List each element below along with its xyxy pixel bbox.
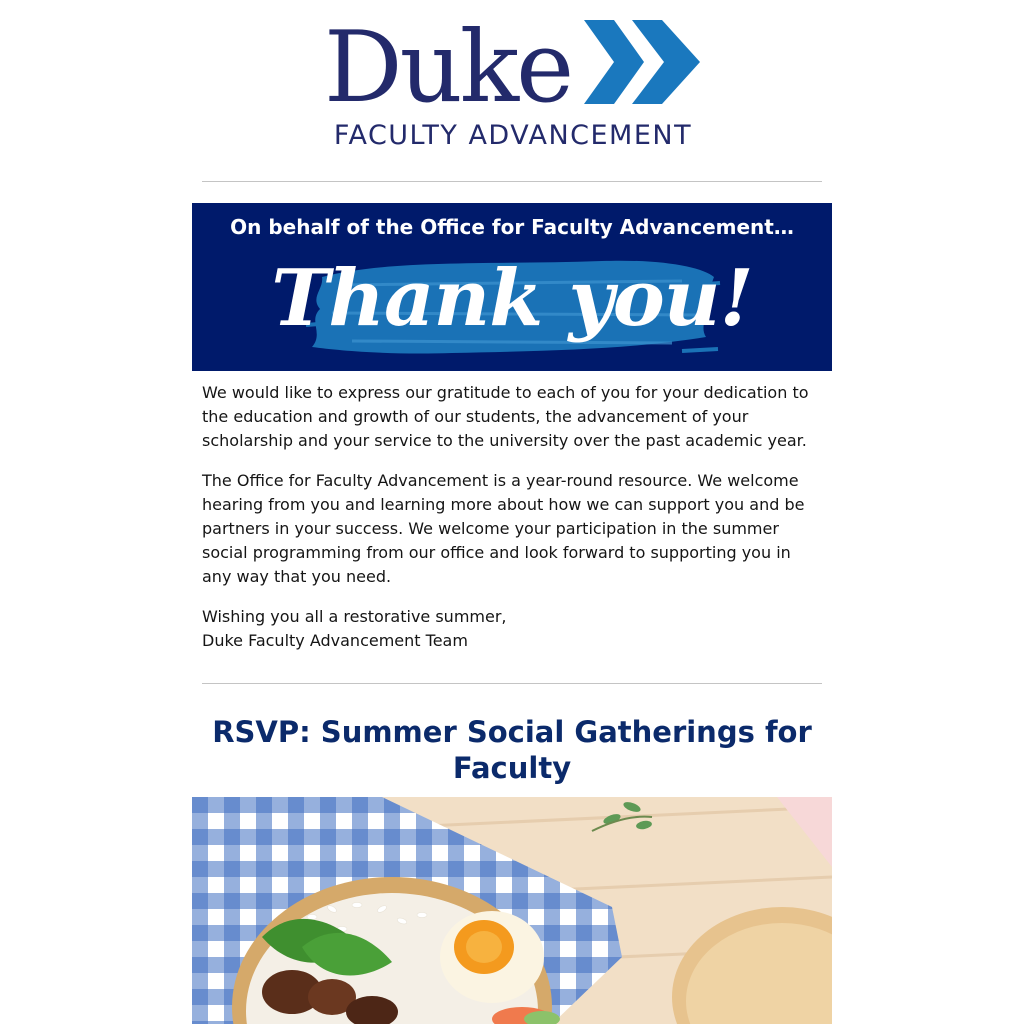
divider bbox=[202, 683, 822, 684]
bento-lunch-photo[interactable] bbox=[192, 797, 832, 1024]
bento-lunch-illustration bbox=[192, 797, 832, 1024]
duke-faculty-advancement-logo[interactable] bbox=[322, 11, 704, 154]
divider bbox=[202, 181, 822, 182]
signature-line: Duke Faculty Advancement Team bbox=[202, 631, 468, 650]
logo-wordmark: Duke bbox=[324, 11, 572, 125]
logo-subtitle: FACULTY ADVANCEMENT bbox=[333, 120, 693, 151]
chevron-icon bbox=[584, 20, 702, 104]
banner-heading: On behalf of the Office for Faculty Advancement… bbox=[230, 215, 794, 239]
closing-line: Wishing you all a restorative summer, bbox=[202, 607, 507, 626]
thank-you-banner bbox=[192, 203, 832, 371]
message-paragraph-2: The Office for Faculty Advancement is a year-round resource. We welcome hearing from you and learning more about how we can support you and be partners in your success. We welcome your participation in the summer social programming from our office and look forward to supporting you in any way that you need. bbox=[202, 471, 805, 586]
rsvp-heading[interactable]: RSVP: Summer Social Gatherings for Faculty bbox=[212, 715, 812, 785]
message-paragraph-1: We would like to express our gratitude to each of you for your dedication to the education and growth of our students, the advancement of your scholarship and your service to the university over the past academic year. bbox=[202, 383, 809, 450]
thank-you-script: Thank you! bbox=[271, 253, 753, 344]
closing-block bbox=[202, 605, 824, 653]
